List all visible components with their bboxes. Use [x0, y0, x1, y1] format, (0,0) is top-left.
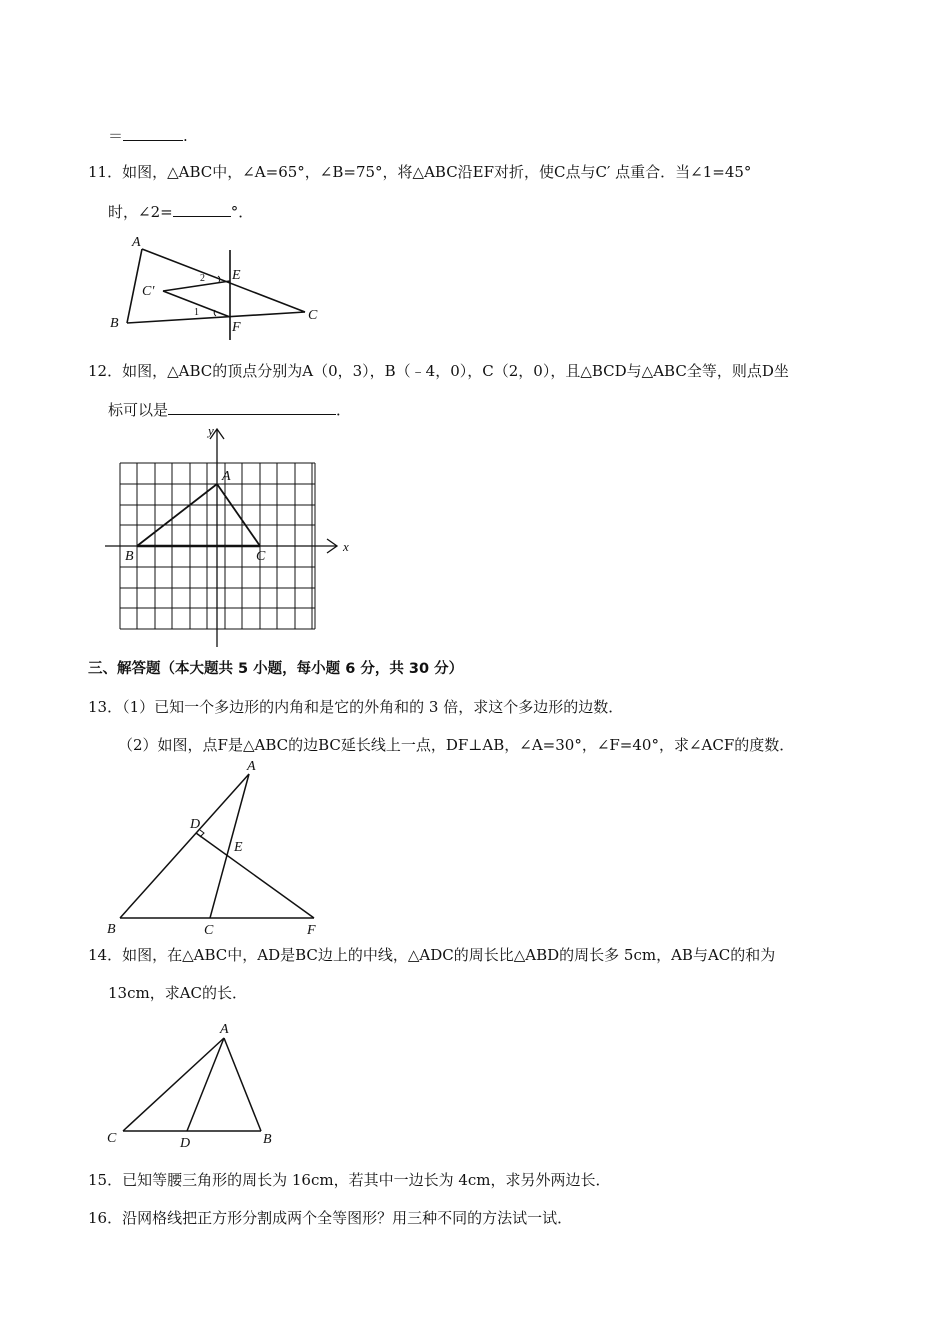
q12-answer-blank [168, 398, 336, 415]
q12-prefix: 标可以是 [108, 401, 169, 419]
label-C: C [107, 1131, 117, 1146]
label-D: D [190, 817, 201, 832]
q12-coordinate-grid [105, 425, 365, 650]
label-A: A [222, 469, 231, 484]
right-angle-mark [200, 830, 204, 837]
q14-text-line2: 13cm，求AC的长． [108, 984, 248, 1002]
label-B: B [110, 316, 119, 331]
q14-text-line1: 14．如图，在△ABC中，AD是BC边上的中线，△ADC的周长比△ABD的周长多 5cm，AB与AC的和为 [88, 946, 776, 964]
segment-AC [142, 249, 305, 312]
q11-text-line1: 11．如图，△ABC中，∠A=65°，∠B=75°，将△ABC沿EF对折，使C点与C′ 点重合．当∠1=45° [88, 163, 752, 181]
label-A: A [132, 235, 141, 250]
label-B: B [107, 922, 116, 937]
axes [105, 429, 337, 647]
label-C: C [204, 923, 214, 938]
segment-AB [127, 249, 142, 323]
label-F: F [307, 923, 316, 938]
q11-text-line2 [108, 200, 253, 222]
segment-CpE [163, 281, 230, 291]
segment-BC [127, 312, 305, 323]
label-angle-1: 1 [194, 307, 199, 318]
section-3-heading: 三、解答题（本大题共 5 小题，每小题 6 分，共 30 分） [88, 661, 464, 677]
label-C: C [308, 308, 318, 323]
q13-part2: （2）如图，点F是△ABC的边BC延长线上一点，DF⊥AB，∠A=30°，∠F=40°，求∠ACF的度数． [118, 736, 795, 754]
period: . [183, 127, 188, 145]
q11-figure [105, 235, 335, 345]
segment-AD [187, 1038, 224, 1131]
label-D: D [180, 1136, 191, 1151]
q11-answer-blank [173, 200, 231, 217]
label-E: E [232, 268, 241, 283]
answer-blank [123, 124, 183, 141]
q11-suffix: °． [230, 203, 254, 221]
label-C-prime: C′ [142, 284, 155, 299]
label-x: x [343, 539, 349, 554]
q12-text-line2 [108, 398, 351, 420]
q13-part1: 13．（1）已知一个多边形的内角和是它的外角和的 3 倍，求这个多边形的边数． [88, 698, 624, 716]
label-angle-2: 2 [200, 273, 205, 284]
q11-prefix: 时，∠2= [108, 203, 173, 221]
label-A: A [220, 1022, 229, 1037]
q13-lines [120, 774, 314, 918]
q12-suffix: ． [336, 401, 352, 419]
q12-text-line1: 12．如图，△ABC的顶点分别为A（0，3），B（﹣4，0），C（2，0），且△BCD与△ABC全等，则点D坐 [88, 362, 789, 380]
equals-sign: ＝ [108, 127, 124, 145]
segment-AB [224, 1038, 261, 1131]
segment-CA [123, 1038, 224, 1131]
q16-text: 16．沿网格线把正方形分割成两个全等图形？用三种不同的方法试一试． [88, 1209, 573, 1227]
label-y: y [208, 423, 214, 438]
label-C: C [256, 549, 266, 564]
q13-figure [100, 758, 330, 938]
continuation-line [108, 124, 188, 146]
label-F: F [232, 320, 241, 335]
label-B: B [263, 1132, 272, 1147]
label-E: E [234, 840, 243, 855]
q14-figure [103, 1018, 293, 1151]
label-B: B [125, 549, 134, 564]
q14-lines [123, 1038, 261, 1131]
label-A: A [247, 759, 256, 774]
q15-text: 15．已知等腰三角形的周长为 16cm，若其中一边长为 4cm，求另外两边长． [88, 1171, 611, 1189]
